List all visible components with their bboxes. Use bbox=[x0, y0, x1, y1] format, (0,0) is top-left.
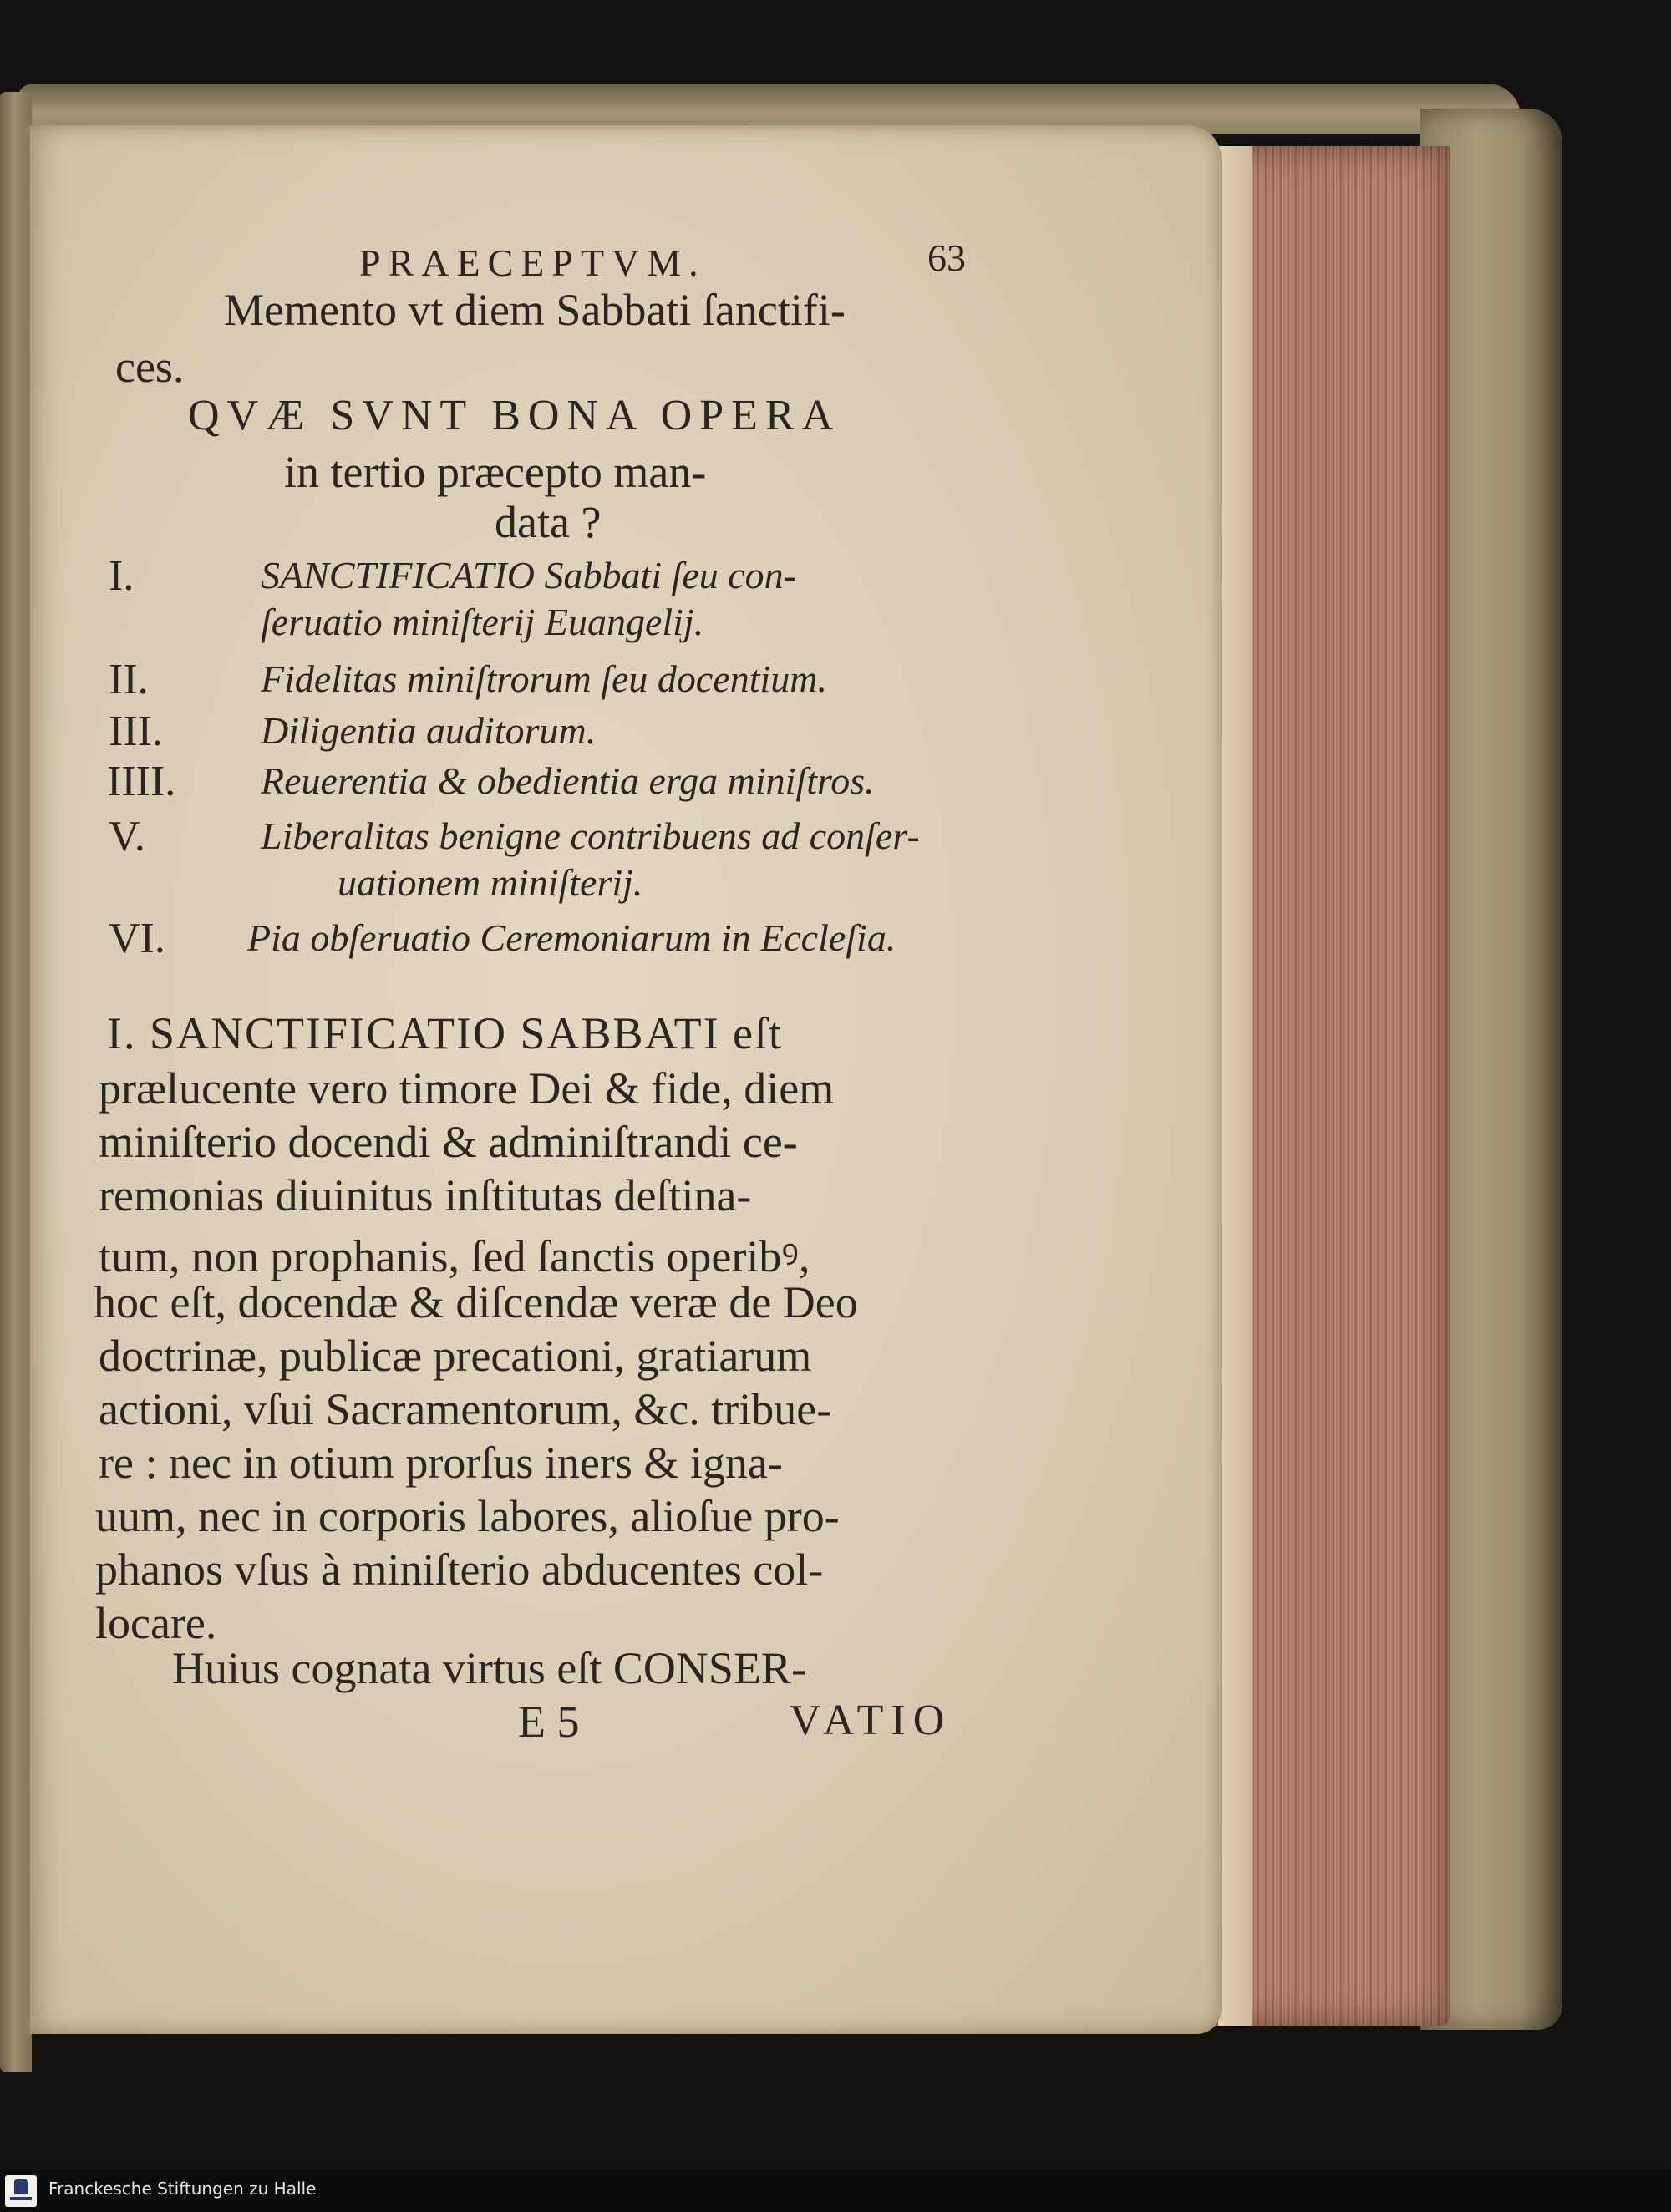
body-line: miniſterio docendi & adminiſtrandi ce- bbox=[99, 1117, 798, 1167]
body-line: locare. bbox=[95, 1598, 217, 1648]
body-line: remonias diuinitus inſtitutas deſtina- bbox=[99, 1170, 752, 1220]
list-number: IIII. bbox=[107, 758, 176, 805]
commandment-line-1: Memento vt diem Sabbati ſanctifi- bbox=[224, 285, 846, 335]
list-number: I. bbox=[109, 552, 135, 600]
list-number: II. bbox=[109, 656, 149, 703]
logo-base-shape bbox=[10, 2197, 32, 2200]
institution-name: Franckesche Stiftungen zu Halle bbox=[48, 2179, 317, 2199]
list-item-line: ſeruatio miniſterij Euangelij. bbox=[261, 601, 704, 643]
body-line: phanos vſus à miniſterio abducentes col- bbox=[95, 1545, 824, 1595]
closing-line: Huius cognata virtus eſt CONSER- bbox=[172, 1643, 806, 1693]
folio-number: 63 bbox=[927, 236, 966, 279]
page-block-edge-highlight bbox=[1218, 146, 1252, 2026]
page-gutter bbox=[25, 125, 30, 2034]
body-line: uum, nec in corporis labores, alioſue pro- bbox=[95, 1491, 840, 1541]
body-line: hoc eſt, docendæ & diſcendæ veræ de Deo bbox=[94, 1277, 858, 1327]
signature-mark: E 5 bbox=[518, 1697, 580, 1747]
list-number: VI. bbox=[109, 915, 165, 962]
running-head: PRAECEPTVM. bbox=[359, 241, 706, 284]
list-item-line: Pia obſeruatio Ceremoniarum in Eccleſia. bbox=[247, 916, 896, 959]
body-line: doctrinæ, publicæ precationi, gratiarum bbox=[99, 1331, 812, 1381]
list-item-line: SANCTIFICATIO Sabbati ſeu con- bbox=[261, 554, 796, 596]
question-heading-line-3: data ? bbox=[495, 497, 602, 547]
body-line: actioni, vſui Sacramentorum, &c. tribue- bbox=[99, 1384, 832, 1434]
body-line: tum, non prophanis, ſed ſanctis operibꝰ, bbox=[99, 1231, 810, 1281]
list-item-line: uationem miniſterij. bbox=[338, 861, 643, 904]
question-heading-line-1: QVÆ SVNT BONA OPERA bbox=[188, 392, 841, 439]
catchword: VATIO bbox=[790, 1697, 952, 1744]
list-item-line: Liberalitas benigne contribuens ad conſer- bbox=[261, 814, 920, 857]
list-item-line: Diligentia auditorum. bbox=[261, 709, 597, 752]
list-item-line: Fidelitas miniſtrorum ſeu docentium. bbox=[261, 657, 828, 700]
body-line: re : nec in otium prorſus iners & igna- bbox=[99, 1438, 783, 1488]
logo-building-shape bbox=[14, 2179, 28, 2194]
institution-logo-icon bbox=[5, 2175, 37, 2207]
body-line: I. SANCTIFICATIO SABBATI eſt bbox=[107, 1008, 784, 1058]
question-heading-line-2: in tertio præcepto man- bbox=[284, 447, 707, 497]
list-item-line: Reuerentia & obedientia erga miniſtros. bbox=[261, 759, 875, 802]
body-line: prælucente vero timore Dei & fide, diem bbox=[99, 1063, 835, 1114]
list-number: V. bbox=[109, 813, 145, 860]
commandment-line-2: ces. bbox=[115, 342, 185, 392]
list-number: III. bbox=[109, 708, 163, 755]
